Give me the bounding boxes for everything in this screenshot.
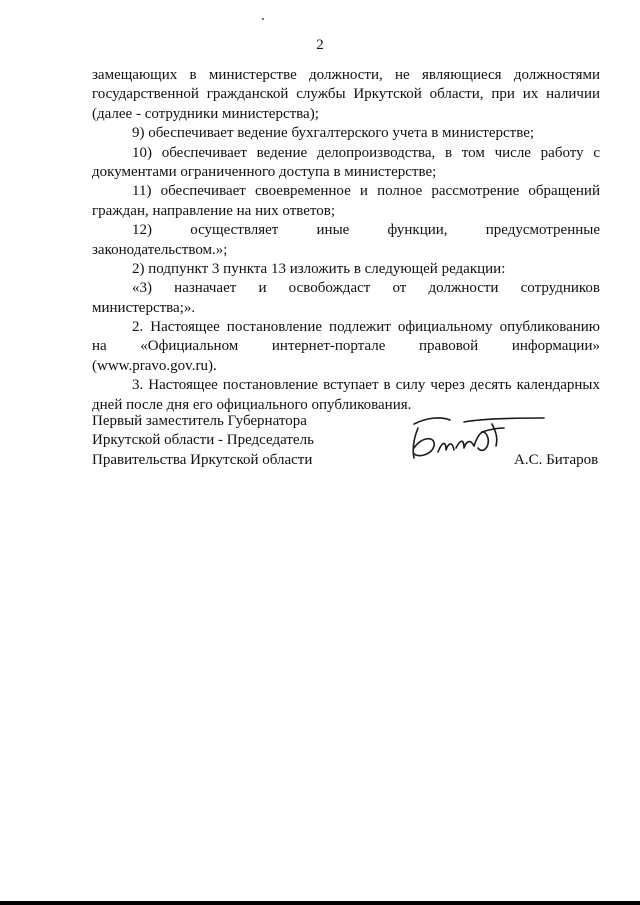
body-line: на «Официальном интернет-портале правовой информации» (92, 338, 600, 355)
body-line: 10) обеспечивает ведение делопроизводства, в том числе работу с (132, 144, 600, 161)
body-line: дней после дня его официального опубликования. (92, 396, 412, 413)
body-line: 9) обеспечивает ведение бухгалтерского учета в министерстве; (132, 125, 535, 142)
body-line: 2) подпункт 3 пункта 13 изложить в следующей редакции: (132, 260, 506, 277)
scan-bottom-edge (0, 901, 640, 905)
body-line: 12) осуществляет иные функции, предусмотренные (132, 222, 600, 239)
body-line: граждан, направление на них ответов; (92, 202, 336, 219)
body-line: государственной гражданской службы Иркутской области, при их наличии (92, 86, 600, 103)
body-line: министерства;». (92, 299, 196, 316)
body-line: (далее - сотрудники министерства); (92, 105, 319, 122)
body-line: «3) назначает и освобождаст от должности сотрудников (132, 280, 600, 297)
body-line: законодательством.»; (92, 241, 228, 258)
body-line: 2. Настоящее постановление подлежит официальному опубликованию (132, 319, 600, 336)
body-line: 11) обеспечивает своевременное и полное рассмотрение обращений (132, 183, 600, 200)
body-line: замещающих в министерстве должности, не являющиеся должностями (92, 67, 600, 83)
signatory-name: А.С. Битаров (514, 452, 599, 468)
signatory-title-line: Правительства Иркутской области (92, 451, 313, 468)
body-line: документами ограниченного доступа в министерстве; (92, 163, 437, 180)
scan-speck (262, 18, 264, 20)
body-line: (www.pravo.gov.ru). (92, 357, 217, 374)
signatory-title-line: Первый заместитель Губернатора (92, 413, 307, 429)
body-line: 3. Настоящее постановление вступает в силу через десять календарных (132, 377, 600, 394)
page-number: 2 (316, 37, 324, 53)
signatory-title (92, 412, 314, 470)
document-body (92, 66, 600, 415)
signatory-title-line: Иркутской области - Председатель (92, 432, 314, 449)
